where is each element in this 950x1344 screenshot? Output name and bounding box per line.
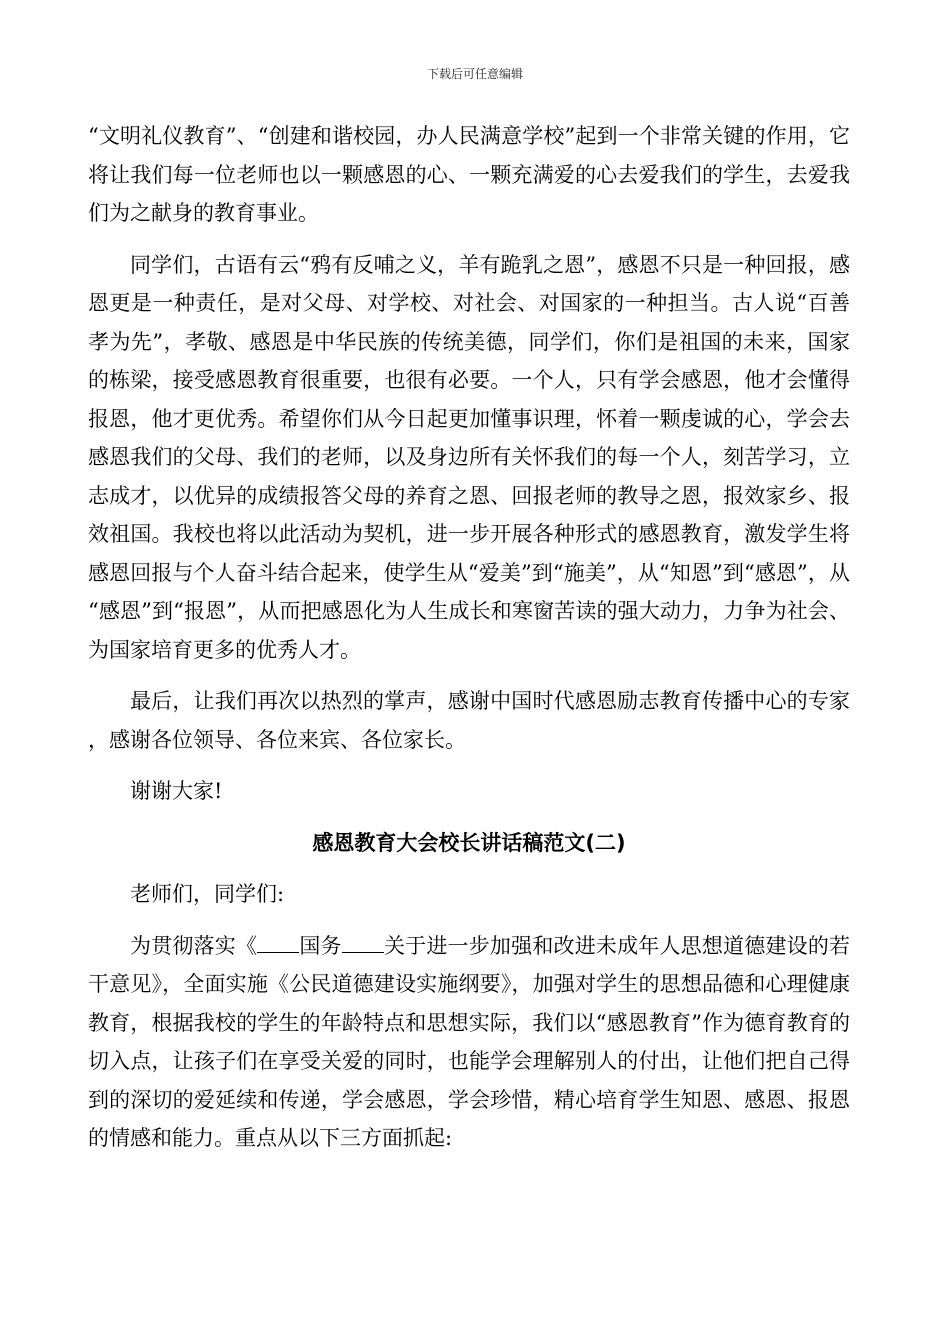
- underline-blank: [257, 934, 299, 953]
- paragraph-3: 最后，让我们再次以热烈的掌声，感谢中国时代感恩励志教育传播中心的专家，感谢各位领导、各位来宾、各位家长。: [88, 689, 850, 752]
- paragraph-5: [88, 927, 850, 1158]
- paragraph-5-part-a: 为贯彻落实《: [130, 933, 258, 958]
- closing-thanks: 谢谢大家!: [130, 779, 223, 803]
- page-header: 下载后可任意编辑: [426, 67, 523, 81]
- paragraph-2: 同学们，古语有云“鸦有反哺之义，羊有跪乳之恩”，感恩不只是一种回报，感恩更是一种责任，是对父母、对学校、对社会、对国家的一种担当。古人说“百善孝为先”，孝敬、感恩是中华民族的传统美德，同学们，你们是祖国的未来，国家的栋梁，接受感恩教育很重要，也很有必要。一个人，只有学会感恩，他才会懂得报恩，他才更优秀。希望你们从今日起更加懂事识理，怀着一颗虔诚的心，学会去感恩我们的父母、我们的老师，以及身边所有关怀我们的每一个人，刻苦学习，立志成才，以优异的成绩报答父母的养育之恩、回报老师的教导之恩，报效家乡、报效祖国。我校也将以此活动为契机，进一步开展各种形式的感恩教育，激发学生将感恩回报与个人奋斗结合起来，使学生从“爱美”到“施美”，从“知恩”到“感恩”，从“感恩”到“报恩”，从而把感恩化为人生成长和寒窗苦读的强大动力，力争为社会、为国家培育更多的优秀人才。: [88, 252, 850, 662]
- section-title: 感恩教育大会校长讲话稿范文(二): [312, 830, 626, 855]
- paragraph-5-part-b: 国务: [299, 933, 342, 958]
- document-body: [88, 117, 850, 1158]
- paragraph-1: “文明礼仪教育”、“创建和谐校园，办人民满意学校”起到一个非常关键的作用，它将让我们每一位老师也以一颗感恩的心、一颗充满爱的心去爱我们的学生，去爱我们为之献身的教育事业。: [88, 124, 850, 225]
- underline-blank: [342, 934, 384, 953]
- salutation: 老师们，同学们:: [130, 882, 285, 906]
- paragraph-5-part-c: 关于进一步加强和改进未成年人思想道德建设的若干意见》，全面实施《公民道德建设实施纲要》，加强对学生的思想品德和心理健康教育，根据我校的学生的年龄特点和思想实际，我们以“感恩教育”作为德育教育的切入点，让孩子们在享受关爱的同时，也能学会理解别人的付出，让他们把自己得到的深切的爱延续和传递，学会感恩，学会珍惜，精心培育学生知恩、感恩、报恩的情感和能力。重点从以下三方面抓起:: [88, 933, 851, 1150]
